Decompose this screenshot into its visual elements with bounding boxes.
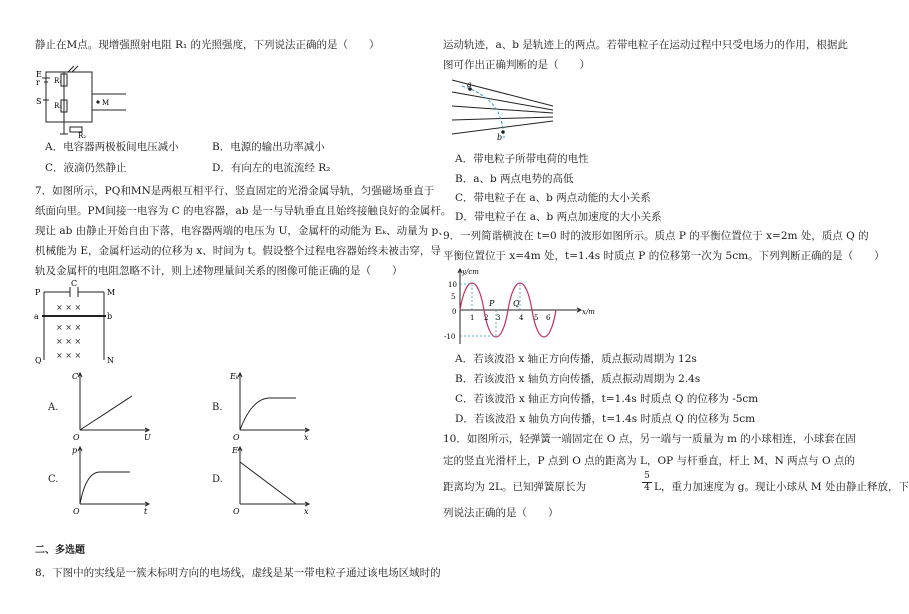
q7-graph-a (70, 370, 160, 440)
q8-field-lines-diagram (448, 76, 558, 142)
q6-option-b: B．电源的输出功率减小 (212, 141, 325, 153)
q8-option-d: D．带电粒子在 a、b 两点加速度的大小关系 (455, 211, 662, 223)
q6-option-a: A．电容器两极板间电压减小 (45, 141, 179, 153)
circuit-label: M (102, 99, 110, 107)
wave-xtick: 3 (496, 314, 501, 322)
q7-graph-c-letter: C. (48, 474, 59, 485)
graph-b-xlabel: x (304, 433, 309, 442)
q6-circuit-diagram (34, 60, 174, 140)
q9-option-a: A．若该波沿 x 轴正方向传播，质点振动周期为 12s (455, 353, 697, 365)
q6-option-c: C．液滴仍然静止 (45, 162, 127, 174)
graph-c-origin: O (73, 507, 80, 516)
q7-graph-c (70, 444, 160, 514)
q9-option-c: C．若该波沿 x 轴正方向传播，t=1.4s 时质点 Q 的位移为 -5cm (455, 393, 759, 405)
graph-a-xlabel: U (144, 433, 151, 442)
q7-stem-line: 现让 ab 由静止开始自由下落，电容器两端的电压为 U，金属杆的动能为 Eₖ、动量为 p、 (35, 225, 449, 237)
q7-graph-b-letter: B. (212, 402, 223, 413)
wave-ytick: -10 (444, 333, 456, 341)
circuit-label: R₂ (78, 132, 87, 140)
graph-d-xlabel: x (304, 507, 309, 516)
q10-stem-line: 列说法正确的是（ ） (443, 507, 559, 519)
rail-label: N (107, 356, 114, 365)
graph-b-ylabel: Eₖ (230, 372, 239, 381)
graph-b-origin: O (233, 433, 240, 442)
q7-graph-d (230, 444, 320, 514)
q8-option-b: B．a、b 两点电势的高低 (455, 173, 574, 185)
wave-xtick: 1 (470, 314, 475, 322)
rail-label: b (107, 312, 113, 321)
wave-xtick: 6 (546, 314, 551, 322)
q10-stem-line: L，重力加速度为 g。现让小球从 M 处由静止释放，下 (654, 481, 909, 493)
q8-stem-start: 8．下图中的实线是一簇未标明方向的电场线，虚线是某一带电粒子通过该电场区域时的 (35, 567, 441, 579)
wave-xtick: 2 (484, 314, 489, 322)
svg-text:× × ×: × × × (56, 323, 82, 332)
q10-stem-line: 定的竖直光滑杆上，P 点到 O 点的距离为 L，OP 与杆垂直，杆上 M、N 两点与 O 点的 (443, 455, 855, 467)
q7-graph-b (230, 370, 320, 440)
wave-xtick: 5 (534, 314, 539, 322)
q9-option-b: B．若该波沿 x 轴负方向传播，质点振动周期为 2.4s (455, 373, 701, 385)
wave-ytick: 5 (451, 293, 456, 301)
q8-stem-line: 运动轨迹，a、b 是轨迹上的两点。若带电粒子在运动过程中只受电场力的作用，根据此 (443, 39, 848, 51)
wave-point-q: Q (513, 299, 520, 308)
q8-option-c: C．带电粒子在 a、b 两点动能的大小关系 (455, 192, 651, 204)
q7-stem-line: 7．如图所示，PQ和MN是两根互相平行、竖直固定的光滑金属导轨，匀强磁场垂直于 (35, 185, 435, 197)
q9-stem-line: 平衡位置位于 x=4m 处，t=1.4s 时质点 P 的位移第一次为 5cm。下列判断正确的是（ ） (443, 250, 885, 262)
rail-label: a (34, 312, 39, 321)
q10-fraction (642, 471, 652, 494)
fraction-numerator: 5 (644, 471, 650, 481)
graph-d-ylabel: E (232, 446, 238, 455)
q10-stem-line: 10．如图所示，轻弹簧一端固定在 O 点，另一端与一质量为 m 的小球相连，小球套在固 (443, 433, 856, 445)
q10-stem-line: 距离均为 2L。已知弹簧原长为 (443, 481, 586, 493)
circuit-label: E (36, 70, 42, 79)
graph-a-origin: O (73, 433, 80, 442)
wave-xtick: 4 (519, 314, 524, 322)
rail-label: P (35, 288, 41, 297)
graph-c-xlabel: t (144, 507, 148, 516)
q8-option-a: A．带电粒子所带电荷的电性 (455, 153, 589, 165)
circuit-label: S (36, 97, 42, 106)
wave-ytick: 10 (448, 281, 457, 289)
q6-option-d: D．有向左的电流流经 R₂ (212, 162, 331, 174)
q7-stem-line: 纸面向里。PM间接一电容为 C 的电容器，ab 是一与导轨垂直且始终接触良好的金属杆。 (35, 205, 452, 217)
graph-d-origin: O (233, 507, 240, 516)
fraction-denominator: 4 (642, 482, 652, 494)
q9-wave-graph (440, 268, 595, 348)
q7-rails-diagram (34, 279, 124, 366)
q7-stem-line: 机械能为 E，金属杆运动的位移为 x、时间为 t。假设整个过程电容器始终未被击穿，导 (35, 245, 441, 257)
wave-ylabel: y/cm (462, 268, 479, 276)
q7-stem-line: 轨及金属杆的电阻忽略不计，则上述物理量间关系的图像可能正确的是（ ） (35, 265, 403, 277)
circuit-label: R₁ (54, 77, 63, 85)
wave-ytick: 0 (452, 308, 457, 316)
section-heading-multiple-choice: 二、多选题 (35, 545, 85, 556)
svg-text:× × ×: × × × (56, 337, 82, 346)
svg-text:× × ×: × × × (56, 351, 82, 360)
rail-label: M (107, 288, 116, 297)
rail-label: C (71, 279, 78, 288)
fig-point-a: a (467, 80, 472, 89)
circuit-label: r (36, 78, 40, 87)
q9-stem-line: 9．一列简谐横波在 t=0 时的波形如图所示。质点 P 的平衡位置位于 x=2m 处，质点 Q 的 (443, 230, 869, 242)
q6-stem-tail: 静止在M点。现增强照射电阻 R₁ 的光照强度，下列说法正确的是（ ） (35, 39, 380, 51)
graph-a-ylabel: C (72, 372, 79, 381)
fig-point-b: b (497, 133, 503, 142)
q9-option-d: D．若该波沿 x 轴负方向传播，t=1.4s 时质点 Q 的位移为 5cm (455, 413, 756, 425)
q7-graph-a-letter: A. (48, 402, 59, 413)
graph-c-ylabel: p (72, 446, 78, 455)
svg-text:× × ×: × × × (56, 303, 82, 312)
q8-stem-line: 图可作出正确判断的是（ ） (443, 59, 590, 71)
q7-graph-d-letter: D. (212, 474, 223, 485)
rail-label: Q (35, 356, 42, 365)
wave-point-p: P (489, 299, 495, 308)
wave-xlabel: x/m (582, 308, 595, 316)
circuit-label: R₃ (54, 102, 63, 110)
